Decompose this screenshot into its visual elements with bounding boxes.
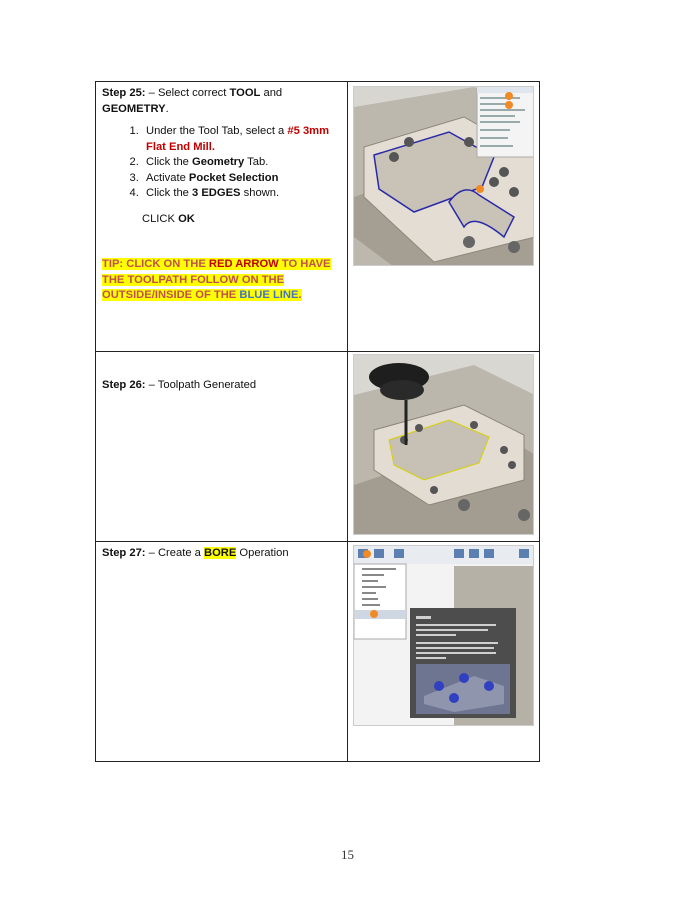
page-number: 15	[341, 847, 354, 862]
step-25-instructions	[102, 124, 341, 202]
bore-menu-screenshot	[353, 545, 534, 726]
step-25-image-cell	[348, 82, 539, 351]
instruction-item: 2. Click the Geometry Tab.	[142, 155, 341, 171]
step-27-row	[96, 542, 539, 762]
step-26-text-cell	[96, 352, 348, 541]
instruction-item: 3. Activate Pocket Selection	[142, 171, 341, 187]
instruction-item: 4. Click the 3 EDGES shown.	[142, 186, 341, 202]
tip-text: TIP: CLICK ON THE RED ARROW TO HAVE THE TOOLPATH FOLLOW ON THE OUTSIDE/INSIDE OF THE BLUE LINE.	[102, 258, 331, 301]
step-25-row	[96, 82, 539, 352]
click-ok-text: CLICK OK	[142, 212, 195, 225]
step-label: Step 25:	[102, 87, 146, 99]
instruction-item: 1. Under the Tool Tab, select a #5 3mm Flat End Mill.	[142, 124, 341, 155]
toolpath-screenshot	[353, 354, 534, 535]
step-25-text-cell	[96, 82, 348, 351]
step-27-title: Step 27: – Create a BORE Operation	[102, 547, 289, 559]
step-26-title: Step 26: – Toolpath Generated	[102, 379, 257, 391]
steps-table	[95, 81, 540, 762]
step-27-image-cell	[348, 542, 539, 762]
step-27-text-cell	[96, 542, 348, 762]
step-26-image-cell	[348, 352, 539, 541]
pocket-geometry-screenshot	[353, 86, 534, 266]
step-26-row	[96, 352, 539, 542]
step-25-title: Step 25: – Select correct TOOL and GEOMETRY.	[102, 87, 283, 115]
